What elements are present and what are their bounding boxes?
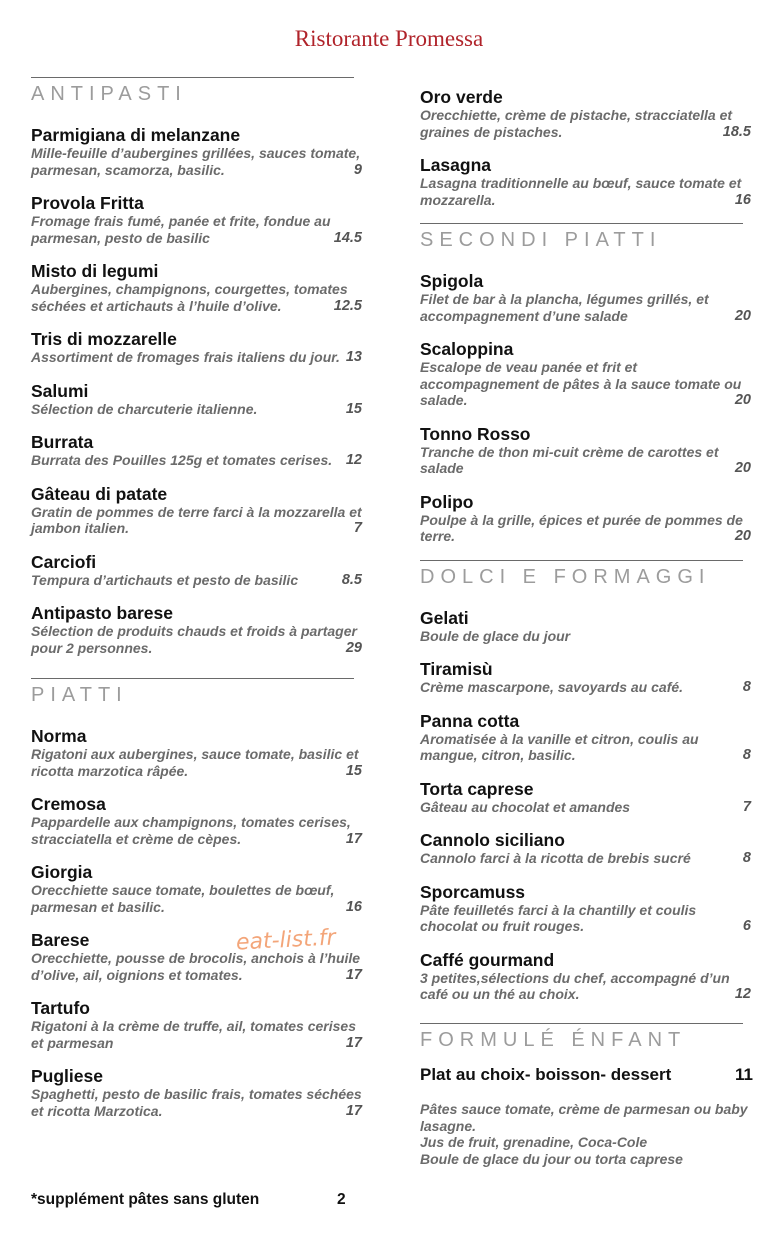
menu-item-description (420, 628, 753, 645)
menu-item (420, 339, 753, 409)
menu-item-description-text: Sélection de charcuterie italienne. (31, 400, 258, 417)
menu-item (420, 711, 753, 764)
menu-item (31, 125, 364, 178)
menu-item-name: Gelati (420, 607, 469, 628)
menu-item-name: Tonno Rosso (420, 423, 531, 444)
menu-item-name: Scaloppina (420, 339, 514, 359)
menu-item-description (31, 281, 364, 314)
menu-item-price: 8.5 (339, 572, 362, 589)
menu-item-description-text: Escalope de veau panée et frit et accompagnement de pâtes à la sauce tomate ou salade. (420, 359, 742, 408)
menu-item-price: 9 (351, 162, 362, 179)
menu-item-price: 14.5 (331, 230, 362, 247)
menu-item-description-text: Mille-feuille d’aubergines grillées, sauces tomate, parmesan, scamorza, basilic. (31, 145, 361, 178)
menu-item (31, 1066, 364, 1119)
menu-item (420, 155, 753, 208)
menu-item (31, 432, 364, 469)
menu-item-description (31, 1018, 364, 1051)
menu-item-description-text: Orecchiette, pousse de brocolis, anchois à l’huile d’olive, ail, oignions et tomates. (31, 950, 361, 983)
menu-section (420, 87, 753, 208)
menu-item-description (31, 349, 364, 366)
supplement-label: *supplément pâtes sans gluten (31, 1191, 260, 1208)
menu-item-name: Salumi (31, 380, 89, 401)
menu-item (420, 424, 753, 477)
menu-item-description (420, 731, 753, 764)
menu-item-description (420, 291, 753, 324)
kids-menu-section (420, 1023, 753, 1167)
menu-item-description (420, 799, 753, 816)
right-column (420, 87, 753, 1018)
watermark: eat-list.fr (235, 925, 337, 956)
menu-item-description (31, 145, 364, 178)
menu-item-name: Caffé gourmand (420, 949, 555, 970)
menu-item-description-text: Pappardelle aux champignons, tomates cerises, stracciatella et crème de cèpes. (31, 814, 351, 847)
menu-item-description (31, 623, 364, 656)
menu-item-name: Cremosa (31, 794, 106, 814)
menu-item-description-text: Aubergines, champignons, courgettes, tomates séchées et artichauts à l’huile d’olive. (31, 281, 348, 314)
menu-item-price: 18.5 (720, 124, 751, 141)
menu-item-description-text: Fromage frais fumé, panée et frite, fondue au parmesan, pesto de basilic (31, 213, 331, 246)
section-title: SECONDI PIATTI (420, 229, 662, 251)
menu-item-description-text: Rigatoni à la crème de truffe, ail, tomates cerises et parmesan (31, 1018, 356, 1051)
menu-item-description (420, 850, 753, 867)
menu-item-description (31, 1086, 364, 1119)
menu-item-name: Spigola (420, 271, 484, 291)
menu-item-price: 20 (732, 392, 751, 409)
menu-item-description-text: Spaghetti, pesto de basilic frais, tomates séchées et ricotta Marzotica. (31, 1086, 362, 1119)
menu-item (420, 87, 753, 140)
menu-item-description-text: Pâte feuilletés farci à la chantilly et coulis chocolat ou fruit rouges. (420, 901, 697, 934)
restaurant-title: Ristorante Promessa (294, 26, 484, 51)
menu-item-description (420, 902, 753, 935)
menu-item-name: Barese (31, 930, 90, 950)
gluten-free-supplement (31, 1191, 346, 1209)
menu-item-description-text: Filet de bar à la plancha, légumes grillés, et accompagnement d’une salade (420, 291, 709, 324)
menu-item-description-text: Sélection de produits chauds et froids à partager pour 2 personnes. (31, 623, 357, 656)
menu-item-description (31, 572, 364, 589)
kids-menu-offer (420, 1065, 753, 1087)
menu-item-description (420, 679, 753, 696)
menu-item-price: 12 (732, 986, 751, 1003)
menu-item-description-text: Lasagna traditionnelle au bœuf, sauce tomate et mozzarella. (420, 175, 742, 208)
menu-item-description (31, 814, 364, 847)
menu-item (31, 552, 364, 589)
menu-item-description (420, 512, 753, 545)
menu-item-description (31, 401, 364, 418)
menu-section (31, 77, 364, 656)
menu-item-description-text: Burrata des Pouilles 125g et tomates cerises. (31, 452, 333, 468)
menu-item (31, 726, 364, 779)
menu-item-name: Panna cotta (420, 710, 520, 731)
section-divider (420, 223, 743, 224)
menu-item (420, 608, 753, 645)
menu-item (420, 882, 753, 935)
menu-item (31, 484, 364, 537)
menu-item-description-text: Cannolo farci à la ricotta de brebis sucré (420, 850, 691, 866)
menu-item (420, 492, 753, 545)
menu-item-price: 8 (740, 850, 751, 867)
menu-item-name: Norma (31, 726, 87, 746)
menu-item-name: Oro verde (420, 87, 503, 107)
section-divider (31, 678, 354, 679)
menu-item-price: 16 (343, 899, 362, 916)
menu-item (31, 261, 364, 314)
menu-item-description-text: Tempura d’artichauts et pesto de basilic (31, 571, 299, 588)
menu-item (31, 329, 364, 366)
menu-item-description-text: Crème mascarpone, savoyards au café. (420, 679, 684, 695)
menu-item-price: 15 (343, 401, 362, 418)
menu-item-name: Gâteau di patate (31, 483, 168, 504)
section-title: ANTIPASTI (31, 83, 187, 105)
menu-item-description-text: Poulpe à la grille, épices et purée de pommes de terre. (420, 511, 743, 544)
menu-item-name: Parmigiana di melanzane (31, 125, 241, 145)
menu-item-description (31, 504, 364, 537)
menu-item-name: Sporcamuss (420, 881, 526, 902)
menu-item-description (420, 107, 753, 140)
menu-item-price: 15 (343, 763, 362, 780)
menu-item-description-text: Rigatoni aux aubergines, sauce tomate, basilic et ricotta marzotica râpée. (31, 746, 359, 779)
menu-item-price: 7 (740, 799, 751, 816)
menu-item-name: Provola Fritta (31, 193, 144, 213)
menu-item-description-text: Boule de glace du jour (420, 627, 571, 644)
menu-section (31, 678, 364, 1119)
menu-item (420, 779, 753, 816)
menu-item-price: 20 (732, 460, 751, 477)
menu-item-name: Pugliese (31, 1066, 103, 1086)
menu-item-description-text: Aromatisée à la vanille et citron, coulis au mangue, citron, basilic. (420, 730, 699, 763)
menu-item-price: 12.5 (331, 298, 362, 315)
section-title: FORMULÉ ÉNFANT (420, 1029, 687, 1051)
menu-item-name: Polipo (420, 491, 474, 512)
menu-item (420, 659, 753, 696)
section-divider (420, 1023, 743, 1024)
menu-item-price: 17 (343, 831, 362, 848)
kids-menu-price: 11 (735, 1065, 753, 1084)
kids-menu-line: Pâtes sauce tomate, crème de parmesan ou baby lasagne. (420, 1101, 748, 1134)
menu-item-price: 20 (732, 308, 751, 325)
menu-item (31, 862, 364, 915)
menu-item-name: Tris di mozzarelle (31, 329, 177, 349)
menu-item-description (420, 444, 753, 477)
menu-item-name: Lasagna (420, 155, 491, 175)
menu-item-price: 17 (343, 1103, 362, 1120)
menu-section (420, 560, 753, 1003)
menu-item-name: Carciofi (31, 551, 97, 572)
menu-item-name: Misto di legumi (31, 261, 159, 281)
menu-item (420, 950, 753, 1003)
menu-item (31, 794, 364, 847)
section-title: DOLCI E FORMAGGI (420, 565, 711, 588)
menu-item-price: 16 (732, 192, 751, 209)
section-divider (420, 560, 743, 561)
menu-item (420, 830, 753, 867)
menu-item-price: 7 (351, 520, 362, 537)
left-column (31, 77, 364, 1134)
menu-item-description-text: Tranche de thon mi-cuit crème de carottes et salade (420, 443, 719, 476)
menu-item-name: Antipasto barese (31, 603, 173, 623)
menu-section (420, 223, 753, 545)
menu-item-price: 13 (343, 349, 362, 366)
menu-item-price: 8 (740, 747, 751, 764)
menu-item-description (31, 746, 364, 779)
menu-item-name: Burrata (31, 432, 94, 452)
menu-item-description-text: Gâteau au chocolat et amandes (420, 798, 631, 815)
menu-item-description-text: Gratin de pommes de terre farci à la mozzarella et jambon italien. (31, 503, 362, 536)
menu-item-price: 8 (740, 679, 751, 696)
menu-item-name: Tiramisù (420, 659, 493, 679)
menu-item-description (31, 213, 364, 246)
menu-item-name: Torta caprese (420, 778, 534, 799)
menu-item (31, 193, 364, 246)
kids-menu-description (420, 1101, 753, 1167)
menu-item-description-text: Orecchiette, crème de pistache, stracciatella et graines de pistaches. (420, 107, 733, 140)
menu-item-description (420, 359, 753, 409)
menu-item-description-text: 3 petites,sélections du chef, accompagné d’un café ou un thé au choix. (420, 969, 730, 1002)
menu-item (31, 998, 364, 1051)
section-title: PIATTI (31, 684, 128, 706)
menu-item-name: Cannolo siciliano (420, 830, 565, 850)
menu-item-description-text: Assortiment de fromages frais italiens du jour. (31, 349, 340, 365)
kids-menu-line: Jus de fruit, grenadine, Coca-Cole (420, 1134, 648, 1150)
menu-item-description (31, 882, 364, 915)
menu-item (420, 271, 753, 324)
menu-item-price: 12 (343, 452, 362, 469)
supplement-price: 2 (337, 1191, 346, 1208)
menu-item-price: 20 (732, 528, 751, 545)
menu-item-price: 17 (343, 1035, 362, 1052)
menu-item-name: Giorgia (31, 862, 93, 882)
menu-item-price: 29 (343, 640, 362, 657)
section-divider (31, 77, 354, 78)
menu-item-description (420, 175, 753, 208)
menu-item-description-text: Orecchiette sauce tomate, boulettes de bœuf, parmesan et basilic. (31, 882, 335, 915)
menu-item-price: 6 (740, 918, 751, 935)
menu-item-description (420, 970, 753, 1003)
kids-menu-line: Boule de glace du jour ou torta caprese (420, 1150, 683, 1167)
menu-item-price: 17 (343, 967, 362, 984)
menu-item-name: Tartufo (31, 998, 90, 1018)
menu-item-description (31, 950, 364, 983)
menu-item-description (31, 452, 364, 469)
kids-menu-offer-label: Plat au choix- boisson- dessert (420, 1065, 672, 1084)
menu-item (31, 603, 364, 656)
menu-item (31, 381, 364, 418)
